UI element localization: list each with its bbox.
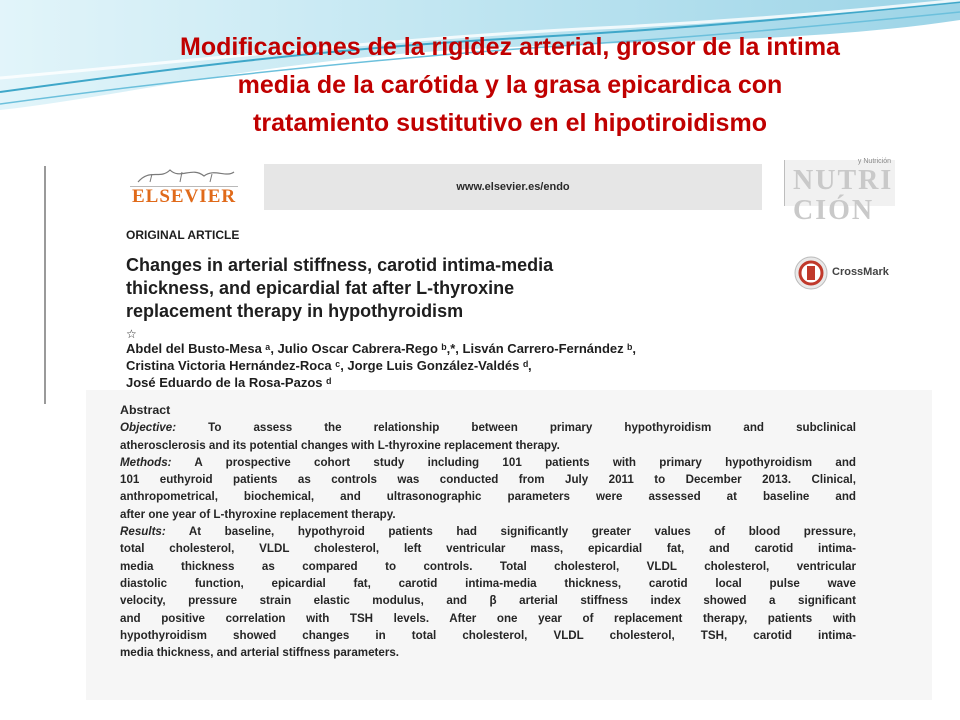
- divider: [44, 166, 46, 404]
- abstract-line: 101 euthyroid patients as controls was conducted from July 2011 to December 2013. Clinical,: [120, 473, 856, 487]
- elsevier-tree-icon: [130, 162, 238, 187]
- crossmark-label: CrossMark: [832, 266, 889, 278]
- slide-title-line: tratamiento sustitutivo en el hipotiroidismo: [253, 109, 767, 137]
- objective-label: Objective:: [120, 421, 177, 435]
- methods-text: A prospective cohort study including 101 patients with primary hypothyroidism and: [171, 455, 856, 469]
- abstract-line: total cholesterol, VLDL cholesterol, left ventricular mass, epicardial fat, and carotid intima-: [120, 542, 856, 556]
- author-line: Cristina Victoria Hernández-Roca ᶜ, Jorge Luis González-Valdés ᵈ,: [126, 358, 532, 373]
- abstract-body: [120, 402, 856, 661]
- crossmark-icon: [794, 256, 828, 290]
- abstract-line: media thickness, and arterial stiffness parameters.: [120, 646, 400, 660]
- abstract-line: diastolic function, epicardial fat, carotid intima-media thickness, carotid local pulse wave: [120, 576, 856, 590]
- crossmark-badge: [794, 256, 894, 290]
- article-title: [126, 254, 766, 346]
- abstract-image: [86, 390, 932, 700]
- journal-url: www.elsevier.es/endo: [264, 164, 762, 210]
- abstract-line: [120, 523, 856, 540]
- journal-logo: [784, 158, 895, 226]
- journal-logo-text: NUTRI CIÓN: [793, 165, 894, 226]
- abstract-line: media thickness as compared to controls. Total cholesterol, VLDL cholesterol, ventricular: [120, 559, 856, 573]
- results-label: Results:: [120, 525, 166, 539]
- abstract-line: [120, 454, 856, 471]
- author-line: José Eduardo de la Rosa-Pazos ᵈ: [126, 375, 332, 390]
- slide-title-line: media de la carótida y la grasa epicardica con: [237, 71, 783, 99]
- abstract-line: after one year of L-thyroxine replacement therapy.: [120, 507, 396, 521]
- abstract-heading: Abstract: [120, 403, 171, 417]
- results-text: At baseline, hypothyroid patients had significantly greater values of blood pressure,: [165, 525, 856, 539]
- objective-text: To assess the relationship between primary hypothyroidism and subclinical: [176, 421, 856, 435]
- abstract-line: and positive correlation with TSH levels. After one year of replacement therapy, patients with: [120, 611, 856, 625]
- author-line: Abdel del Busto-Mesa ᵃ, Julio Oscar Cabrera-Rego ᵇ,*, Lisván Carrero-Fernández ᵇ,: [126, 341, 636, 356]
- abstract-line: velocity, pressure strain elastic modulus, and β arterial stiffness index showed a significant: [120, 594, 856, 608]
- publisher-name: ELSEVIER: [132, 186, 237, 207]
- methods-label: Methods:: [120, 455, 172, 469]
- elsevier-logo: [120, 162, 248, 212]
- abstract-line: atherosclerosis and its potential changes with L-thyroxine replacement therapy.: [120, 438, 560, 452]
- title-footnote-star: ☆: [126, 327, 137, 341]
- abstract-line: [120, 419, 856, 436]
- abstract-line: anthropometrical, biochemical, and ultrasonographic parameters were assessed at baseline and: [120, 490, 856, 504]
- author-list: [126, 340, 866, 391]
- article-title-line: Changes in arterial stiffness, carotid intima-media: [126, 255, 554, 275]
- abstract-line: hypothyroidism showed changes in total cholesterol, VLDL cholesterol, TSH, carotid intima-: [120, 628, 856, 642]
- article-title-line: thickness, and epicardial fat after L-thyroxine: [126, 278, 515, 298]
- slide-title: [60, 28, 960, 142]
- slide-title-line: Modificaciones de la rigidez arterial, grosor de la intima: [180, 33, 840, 61]
- article-type: ORIGINAL ARTICLE: [126, 228, 240, 242]
- article-title-text: replacement therapy in hypothyroidism: [126, 301, 464, 321]
- journal-logo-caption: y Nutrición: [857, 158, 891, 165]
- paper-header-image: [40, 158, 896, 404]
